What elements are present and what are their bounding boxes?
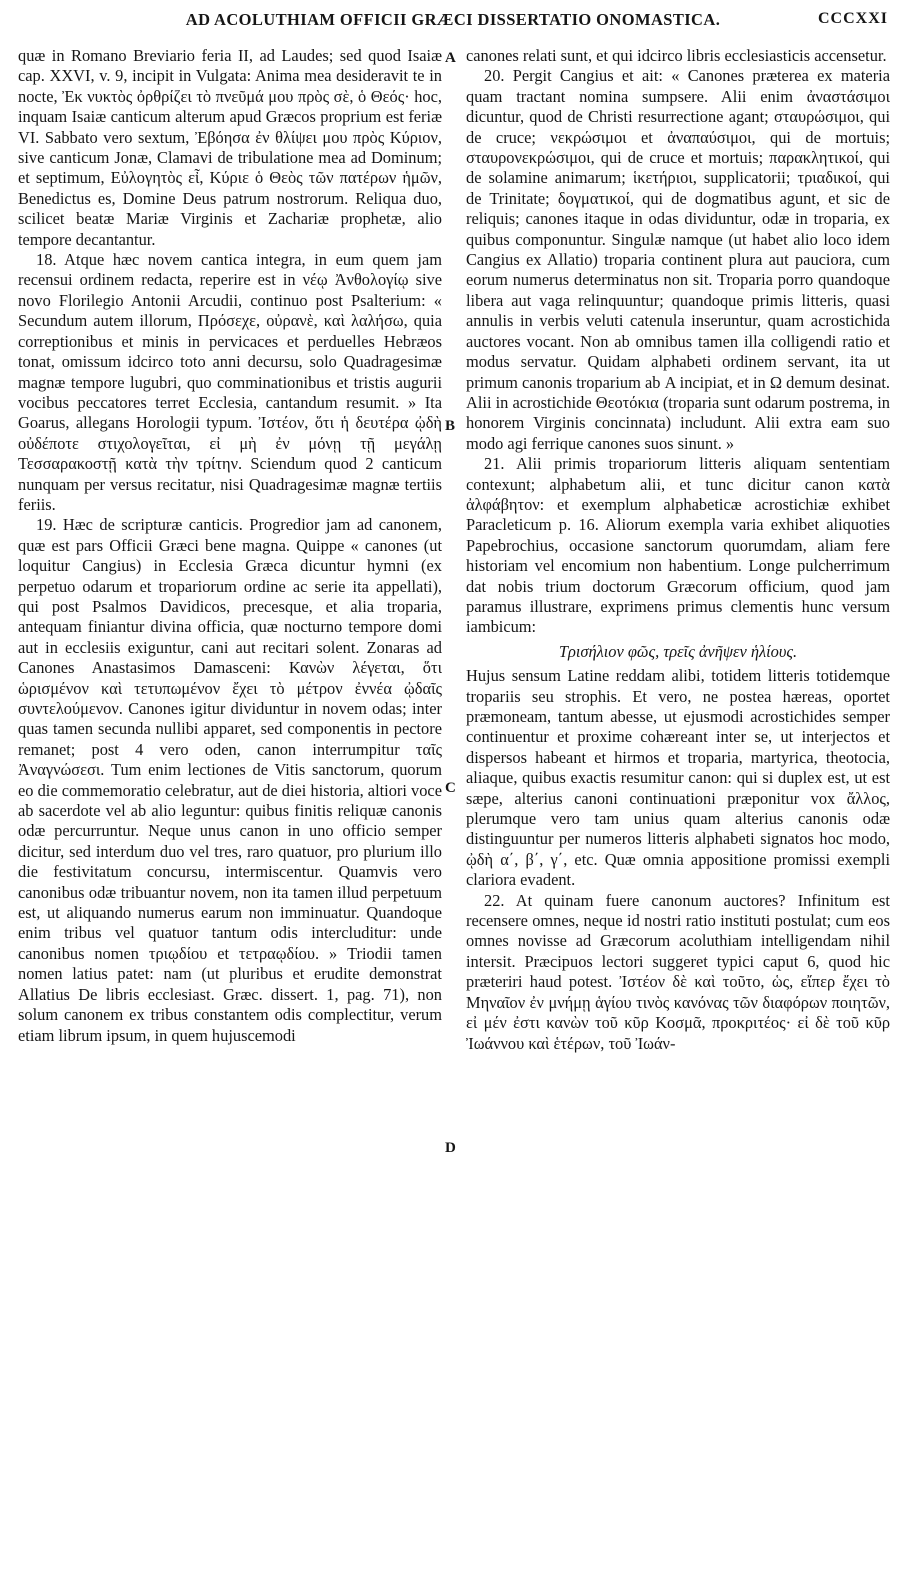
running-title: AD ACOLUTHIAM OFFICII GRÆCI DISSERTATIO ONOMASTICA. — [185, 10, 721, 29]
paragraph-continuation: quæ in Romano Breviario feria II, ad Laudes; sed quod Isaiæ cap. XXVI, v. 9, incipit in Vulgata: Anima mea desideravit te in nocte, Ἐκ νυκτὸς ὀρθρίζει τὸ πνεῦμά μου πρὸς σὲ, ὁ Θεός· hoc, inquam Isaiæ canticum alterum apud Græcos proprium est feriæ VI. Sabbato vero sextum, Ἐβόησα ἐν θλίψει μου πρὸς Κύριον, sive canticum Jonæ, Clamavi de tribulatione mea ad Dominum; et septimum, Εὐλογητὸς εἶ, Κύριε ὁ Θεὸς τῶν πατέρων ἡμῶν, Benedictus es, Domine Deus patrum nostrorum. Reliqua duo, scilicet beatæ Mariæ Virginis et Zachariæ prophetæ, alio tempore decantantur. — [18, 46, 442, 249]
paragraph-continuation: Hujus sensum Latine reddam alibi, totidem litteris totidemque tropariis seu strophis. Et vero, ne postea hæreas, oportet præmoneam, tantum abesse, ut ejusmodi acrostichides semper continuentur et proxime cohæreant inter se, ut interjectos et dispersos habeant et hirmos et troparia, martyrica, theotocia, aliaque, quibus exactis resumitur canon: qui si duplex est, ut est sæpe, alterius canoni continuationi præponitur vox ἄλλος, plerumque vero tam unius quam alterius canonis odæ distinguuntur per numeros litteris alphabeti signatos hoc modo, ᾠδὴ α΄, β΄, γ΄, etc. Quæ omnia appositione promissi exempli clariora evadent. — [466, 666, 890, 890]
margin-marker-a: A — [445, 50, 456, 66]
paragraph-19: 19. Hæc de scripturæ canticis. Progredior jam ad canonem, quæ est pars Officii Græci bene magna. Quippe « canones (ut loquitur Cangius) in Ecclesia Græca dicuntur hymni (ex perpetuo odarum et tropariorum ordine ac serie ita appellati), qui post Psalmos Davidicos, precesque, et alia troparia, antequam finiantur divina officia, quæ nocturno tempore domi aut in ecclesiis exiguntur, cani aut recitari solent. Zonaras ad Canones Anastasimos Damasceni: Κανὼν λέγεται, ὅτι ὡρισμένον καὶ τετυπωμένον ἔχει τὸ μέτρον ἐννέα ᾠδαῖς συντελούμενον. Canones igitur dividuntur in novem odas; inter quas tamen secunda nullibi apparet, sed componentis in pectore remanet; post 4 vero oden, canon interrumpitur ταῖς Ἀναγνώσεσι. Tum enim lectiones de Vitis sanctorum, quorum eo die commemoratio celebratur, aut de diei historia, altiori voce ab sacerdote vel ab alio leguntur: quibus finitis reliquæ canonis odæ percurruntur. Neque unus canon in uno officio semper dicitur, sed interdum duo vel tres, raro quatuor, pro plurium illo die festivitatum concursu, intermiscentur. Quamvis vero canonibus odæ tribuantur novem, non ita tamen illud perpetuum est, ut aliquando numerus earum non imminuatur. Quandoque enim tribus vel quatuor tantum odis intercluditur: unde canonibus nomen τριῳδίου et τετραῳδίου. » Triodii tamen nomen latius patet: nam (ut pluribus et erudite demonstrat Allatius De libris ecclesiast. Græc. dissert. 1, pag. 71), non solum canonem ex tribus constantem odis complectitur, verum etiam librum ipsum, in quem hujuscemodi — [18, 515, 442, 1045]
margin-marker-b: B — [445, 418, 456, 434]
iambic-verse: Τρισήλιον φῶς, τρεῖς ἀνῆψεν ἡλίους. — [558, 641, 798, 661]
margin-marker-d: D — [445, 1140, 456, 1156]
folio-page-number: CCCXXI — [818, 10, 888, 27]
right-column — [466, 46, 890, 1561]
page-header — [18, 4, 888, 38]
paragraph-continuation: canones relati sunt, et qui idcirco libris ecclesiasticis accensetur. — [466, 46, 887, 65]
paragraph-20: 20. Pergit Cangius et ait: « Canones præterea ex materia quam tractant nomina sumpsere. Alii enim ἀναστάσιμοι dicuntur, quod de Christi resurrectione agant; σταυρώσιμοι, qui de cruce; νεκρώσιμοι et ἀναπαύσιμοι, qui de mortuis; σταυρονεκρώσιμοι, qui de cruce et mortuis; παρακλητικοί, qui de solamine animarum; ἱκετήριοι, supplicatorii; τριαδικοί, qui de Trinitate; δογματικοί, qui de dogmatibus agunt, et sic de reliquis; canones itaque in odas dividuntur, odæ in troparia, ex quibus componuntur. Singulæ namque (ut habet alio loco idem Cangius ex Allatio) troparia continent plura aut pauciora, cum eorum numerus determinatus non sit. Troparia porro quandoque libera aut vaga relinquuntur; quandoque primis litteris, quasi annulis in verbis veluti catenula inseruntur, quam acrostichida auctores vocant. Non ab omnibus tamen illa colligendi ratio et modus servatur. Quidam alphabeti ordinem servant, ita ut primum canonis troparium ab Α incipiat, et in Ω demum desinat. Alii in acrostichide Θεοτόκια (troparia sunt odarum postrema, in honorem Virginis concinnata) includunt. Alii extra eam suo modo agi ferrique canones suos sinunt. » — [466, 66, 890, 453]
paragraph-21: 21. Alii primis tropariorum litteris aliquam sententiam contexunt; alphabetum alii, et tunc dicitur canon κατὰ ἀλφάβητον: et exemplum alphabeticæ acrostichiæ exhibet Paracleticum p. 16. Aliorum exempla varia exhibet aliquoties Papebrochius, occasione sanctorum quorumdam, aliam fere historiam vel encomium non habentium. Longe pulcherrimum dat nobis trium doctorum Græcorum officium, quod jam paramus illustrare, exprimens primus clementis hunc versum iambicum: — [466, 454, 890, 637]
left-column — [18, 46, 442, 1561]
paragraph-22: 22. At quinam fuere canonum auctores? Infinitum est recensere omnes, neque id nostri ratio instituti postulat; cum eos omnes novisse ad Græcorum acoluthiam intelligendam nihil intersit. Præcipuos lectori suggeret typici caput 6, quod hic præteriri haud potest. Ἰστέον δὲ καὶ τοῦτο, ὡς, εἴπερ ἔχει τὸ Μηναῖον ἐν μνήμῃ ἁγίου τινὸς κανόνας τῶν διαφόρων ποιητῶν, εἰ μέν ἐστι κανὼν τοῦ κῦρ Κοσμᾶ, προκριτέος· εἰ δὲ τοῦ κῦρ Ἰωάννου καὶ ἑτέρων, τοῦ Ἰωάν- — [466, 890, 890, 1053]
paragraph-18: 18. Atque hæc novem cantica integra, in eum quem jam recensui ordinem redacta, reperire est in νέῳ Ἀνθολογίῳ sive novo Florilegio Antonii Arcudii, continuo post Psalterium: « Secundum autem illorum, Πρόσεχε, οὐρανὲ, καὶ λαλήσω, quia correptionibus et minis in pervicaces et perduelles Hebræos tonat, omissum idcirco toto anni decursu, solo Quadragesimæ magnæ tempore lugubri, quo comminationibus et tristis augurii vocibus peccatores terret Ecclesia, cantandum resumit. » Ita Goarus, allegans Horologii typum. Ἰστέον, ὅτι ἡ δευτέρα ᾠδὴ οὐδέποτε στιχολογεῖται, εἰ μὴ ἐν μόνῃ τῇ μεγάλῃ Τεσσαρακοστῇ κατὰ τὴν τρίτην. Sciendum quod 2 canticum nunquam per versus recitatur, nisi Quadragesimæ magnæ tertiis feriis. — [18, 250, 442, 514]
margin-marker-c: C — [445, 780, 456, 796]
